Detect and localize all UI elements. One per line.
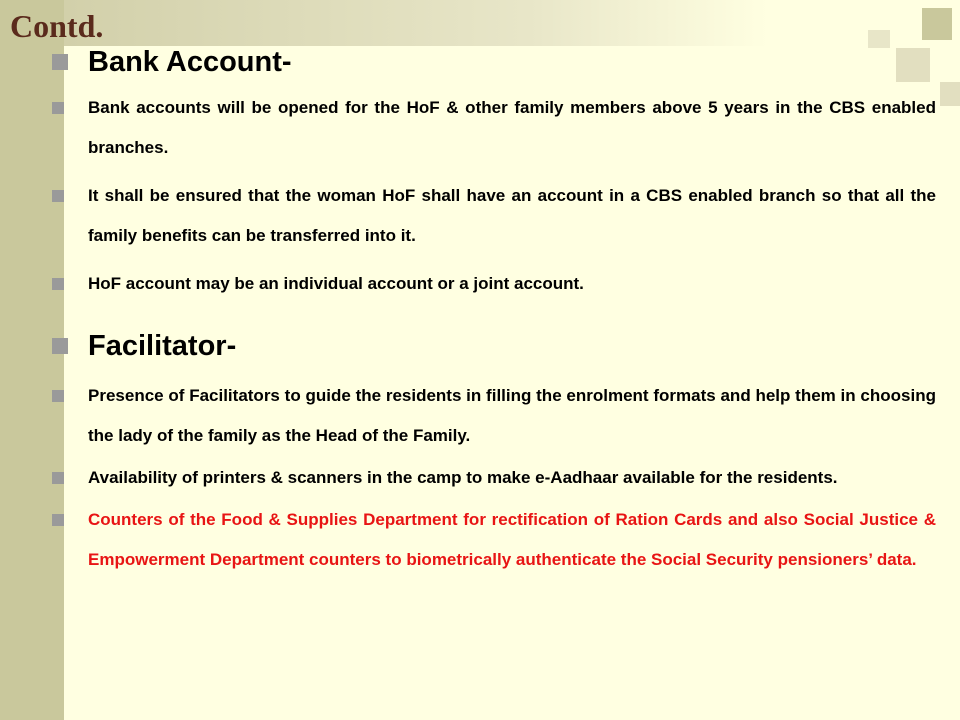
section-heading-text: Facilitator- [88, 330, 237, 362]
square-bullet-icon [52, 514, 64, 526]
square-bullet-icon [52, 278, 64, 290]
slide-title: Contd. [10, 8, 104, 44]
slide-content [52, 40, 936, 580]
list-item [52, 264, 936, 304]
section-heading-text: Bank Account- [88, 46, 292, 78]
square-bullet-icon [52, 102, 64, 114]
square-bullet-icon [52, 338, 68, 354]
list-item [52, 376, 936, 456]
list-item-text: Counters of the Food & Supplies Department for rectification of Ration Cards and also Social Justice & Empowerment Department counters to biometrically authenticate the Social Security pensioners’ data. [88, 510, 936, 569]
list-item [52, 458, 936, 498]
list-item [52, 88, 936, 168]
square-bullet-icon [52, 390, 64, 402]
decorative-square [940, 82, 960, 106]
list-item-text: HoF account may be an individual account or a joint account. [88, 274, 584, 293]
square-bullet-icon [52, 472, 64, 484]
square-bullet-icon [52, 190, 64, 202]
section-heading-bank-account [52, 40, 936, 84]
decorative-square [922, 8, 952, 40]
list-item-text: Availability of printers & scanners in the camp to make e-Aadhaar available for the residents. [88, 468, 838, 487]
list-item-text: Presence of Facilitators to guide the residents in filling the enrolment formats and help them in choosing the lady of the family as the Head of the Family. [88, 386, 936, 445]
section-heading-facilitator [52, 324, 936, 368]
square-bullet-icon [52, 54, 68, 70]
list-item-text: It shall be ensured that the woman HoF shall have an account in a CBS enabled branch so that all the family benefits can be transferred into it. [88, 186, 936, 245]
list-item-highlighted [52, 500, 936, 580]
list-item [52, 176, 936, 256]
list-item-text: Bank accounts will be opened for the HoF & other family members above 5 years in the CBS enabled branches. [88, 98, 936, 157]
